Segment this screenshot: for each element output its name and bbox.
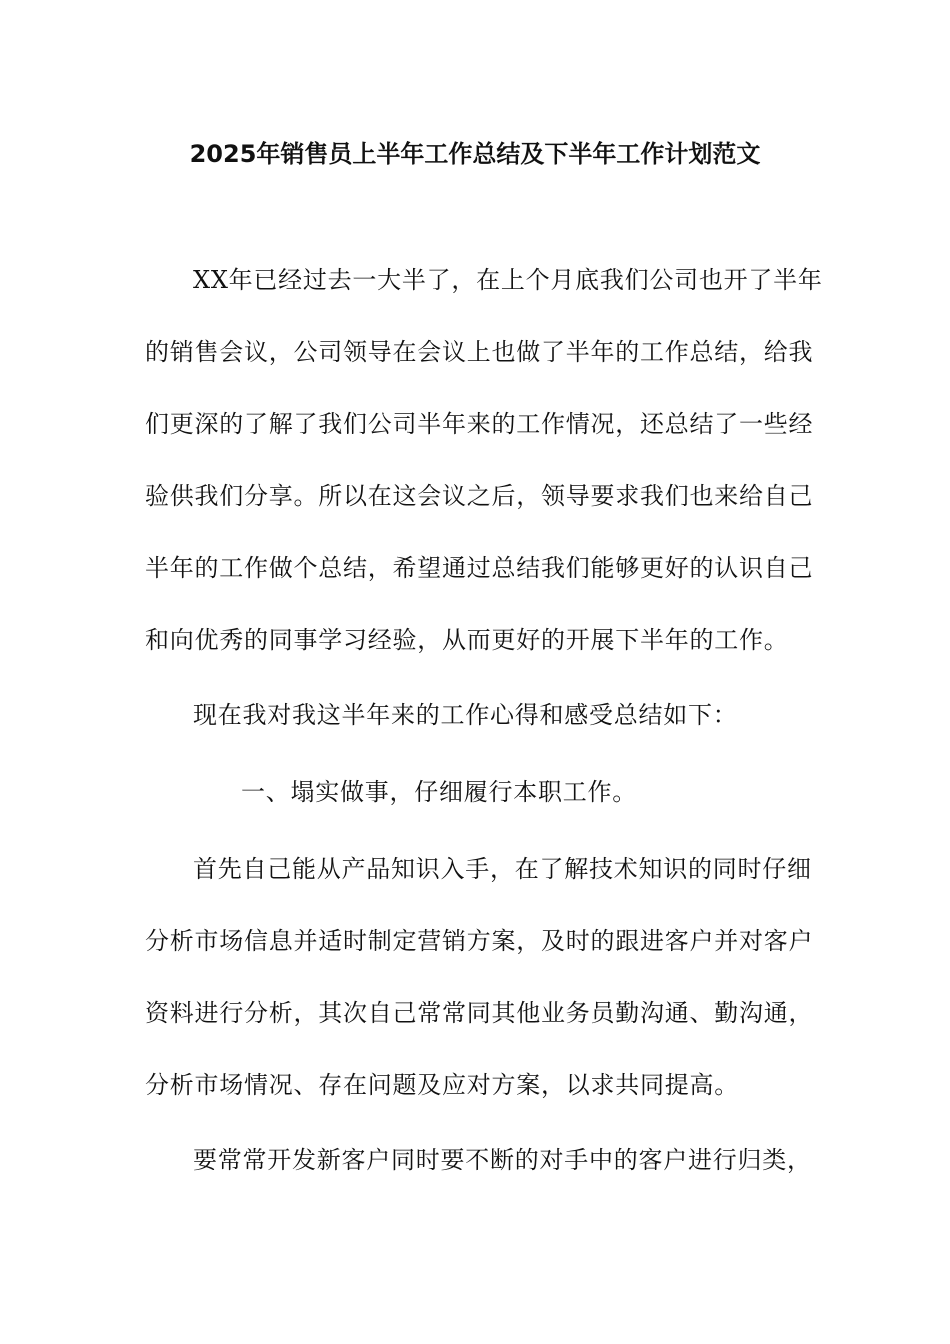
paragraph-line: 资料进行分析，其次自己常常同其他业务员勤沟通、勤沟通，: [145, 999, 814, 1027]
paragraph-line: 分析市场情况、存在问题及应对方案，以求共同提高。: [145, 1071, 739, 1099]
paragraph-line: XX年已经过去一大半了，在上个月底我们公司也开了半年: [193, 266, 823, 294]
paragraph-line: 们更深的了解了我们公司半年来的工作情况，还总结了一些经: [145, 410, 814, 438]
paragraph-line: 要常常开发新客户同时要不断的对手中的客户进行归类，: [193, 1146, 812, 1174]
paragraph-line: 半年的工作做个总结，希望通过总结我们能够更好的认识自己: [145, 554, 814, 582]
paragraph-line: 验供我们分享。所以在这会议之后，领导要求我们也来给自己: [145, 482, 814, 510]
paragraph-line: 和向优秀的同事学习经验，从而更好的开展下半年的工作。: [145, 626, 789, 654]
paragraph-line: 首先自己能从产品知识入手，在了解技术知识的同时仔细: [193, 855, 812, 883]
paragraph-line: 分析市场信息并适时制定营销方案，及时的跟进客户并对客户: [145, 927, 814, 955]
paragraph-line: 现在我对我这半年来的工作心得和感受总结如下：: [193, 701, 738, 729]
paragraph-line: 的销售会议，公司领导在会议上也做了半年的工作总结，给我: [145, 338, 814, 366]
document-title: 2025年销售员上半年工作总结及下半年工作计划范文: [189, 140, 761, 168]
section-heading: 一、塌实做事，仔细履行本职工作。: [241, 778, 637, 806]
